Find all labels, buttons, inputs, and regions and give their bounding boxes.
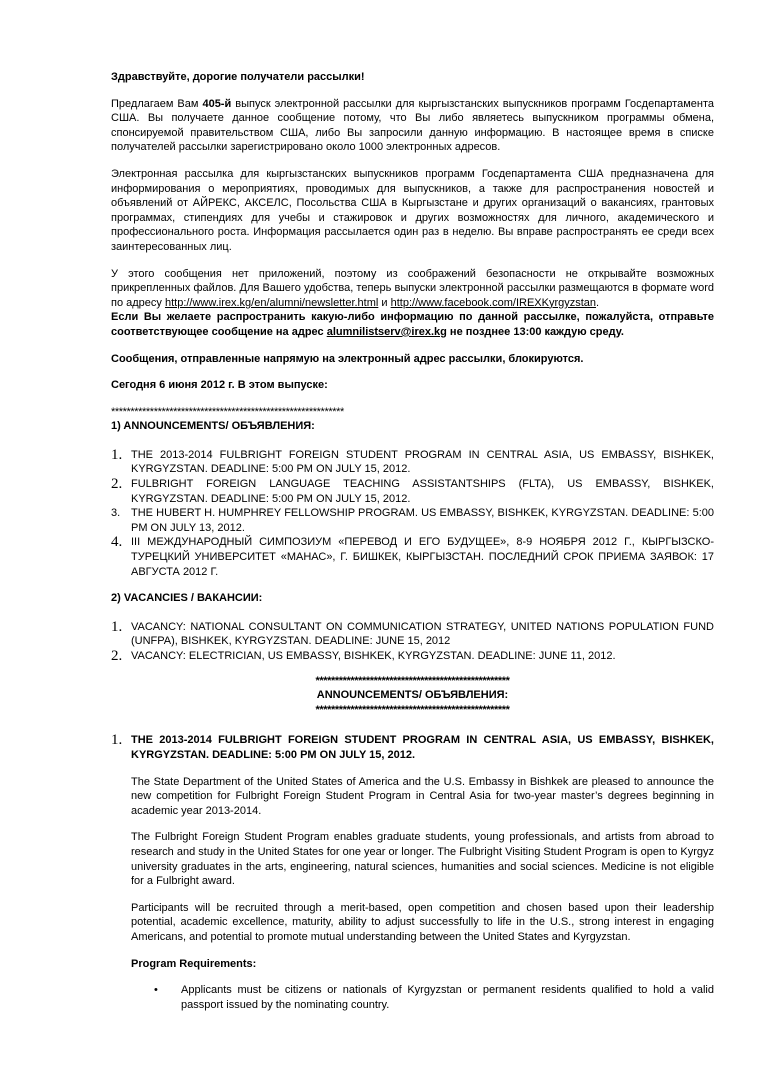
bullet-icon: •: [154, 984, 158, 997]
center-separator-bottom: **************************************************: [315, 703, 510, 716]
document-page: [111, 70, 714, 1012]
announcement-item[interactable]: [111, 448, 714, 477]
submit-info-text: Если Вы желаете распространить какую-либо информацию по данной рассылке, пожалуйста, отправьте соответствующее сообщение на адрес: [111, 311, 714, 338]
vacancy-item[interactable]: [111, 620, 714, 649]
newsletter-link[interactable]: http://www.irex.kg/en/alumni/newsletter.html: [164, 296, 379, 309]
intro-p3-text: У этого сообщения нет приложений, поэтому из соображений безопасности не открывайте возможных прикрепленных файлов. Для Вашего удобства, теперь выпуски электронной рассылки размещаются в формате word по адресу: [111, 267, 714, 309]
center-separator-top: **************************************************: [315, 674, 510, 687]
intro-p3-and: и: [378, 296, 391, 309]
announcement-item[interactable]: [111, 506, 714, 535]
item-number: 2.: [111, 648, 123, 664]
intro-paragraph-2: Электронная рассылка для кыргызстанских выпускников программ Госдепартамента США предназначена для информирования о мероприятиях, проводимых для выпускников, а также для распространения новостей и объявлений от АЙРЕКС, АКСЕЛС, Посольства США в Кыргызстане и других организаций о вакансиях, грантовых программах, стипендиях для учебы и стажировок и других возможностях для личного, академического и профессионального роста. Информация рассылается один раз в неделю. Вы вправе распространять ее среди всех заинтересованных лиц.: [111, 167, 714, 253]
intro-p1-rest: выпуск электронной рассылки для кыргызстанских выпускников программ Госдепартамента США. Вы получаете данное сообщение потому, что Вы либо являетесь выпускником программы обмена, спонсируемой правительством США, либо Вы запросили данную информацию. В настоящее время в списке получателей рассылки зарегистрировано около 1000 электронных адресов.: [111, 97, 714, 154]
item-number: 3.: [111, 507, 121, 520]
detail-item: [111, 733, 714, 971]
submit-deadline-text: не позднее 13:00 каждую среду.: [446, 325, 624, 338]
intro-paragraph-3: [111, 267, 714, 340]
requirements-title: Program Requirements:: [131, 957, 257, 970]
item-text: THE HUBERT H. HUMPHREY FELLOWSHIP PROGRAM. US EMBASSY, BISHKEK, KYRGYZSTAN. DEADLINE: 5:00 PM ON JULY 13, 2012.: [131, 507, 714, 534]
item-text: THE 2013-2014 FULBRIGHT FOREIGN STUDENT PROGRAM IN CENTRAL ASIA, US EMBASSY, BISHKEK, KYRGYZSTAN. DEADLINE: 5:00 PM ON JULY 15, 2012.: [131, 448, 714, 476]
item-text: VACANCY: NATIONAL CONSULTANT ON COMMUNICATION STRATEGY, UNITED NATIONS POPULATION FUND (UNFPA), BISHKEK, KYRGYZSTAN. DEADLINE: JUNE 15, 2012: [131, 620, 714, 648]
intro-p3-period: .: [596, 296, 600, 309]
requirement-text: Applicants must be citizens or nationals of Kyrgyzstan or permanent residents qualified to hold a valid passport issued by the nominating country.: [181, 984, 714, 1011]
detail-paragraph-1: The State Department of the United States of America and the U.S. Embassy in Bishkek are pleased to announce the new competition for Fulbright Foreign Student Program in Central Asia for two-year master’s degrees beginning in academic year 2013-2014.: [131, 775, 714, 817]
announcements-list: [111, 448, 714, 579]
facebook-link[interactable]: http://www.facebook.com/IREXKyrgyzstan: [390, 296, 597, 309]
greeting: Здравствуйте, дорогие получатели рассылки!: [111, 71, 365, 83]
item-number: 4.: [111, 534, 123, 551]
item-text: III МЕЖДУНАРОДНЫЙ СИМПОЗИУМ «ПЕРЕВОД И ЕГО БУДУЩЕЕ», 8-9 НОЯБРЯ 2012 Г., КЫРГЫЗСКО-ТУРЕЦКИЙ УНИВЕРСИТЕТ «МАНАС», Г. БИШКЕК, КЫРГЫЗСТАН. ПОСЛЕДНИЙ СРОК ПРИЕМА ЗАЯВОК: 17 АВГУСТА 2012 Г.: [131, 536, 714, 578]
item-number: 1.: [111, 732, 123, 749]
vacancies-list: [111, 620, 714, 664]
center-section-title: ANNOUNCEMENTS/ ОБЪЯВЛЕНИЯ:: [316, 689, 509, 702]
section-2-title: 2) VACANCIES / ВАКАНСИИ:: [111, 592, 263, 605]
separator-stars: ************************************************************: [111, 405, 344, 418]
detail-list: [111, 733, 714, 971]
section-1-title: 1) ANNOUNCEMENTS/ ОБЪЯВЛЕНИЯ:: [111, 420, 315, 433]
blocked-notice: Сообщения, отправленные напрямую на электронный адрес рассылки, блокируются.: [111, 352, 584, 365]
intro-paragraph-1: [111, 97, 714, 155]
issue-number: 405-й: [202, 97, 232, 110]
intro-p1-text: Предлагаем Вам: [111, 97, 203, 110]
issue-date: Сегодня 6 июня 2012 г. В этом выпуске:: [111, 379, 328, 392]
item-number: 2.: [111, 476, 123, 493]
item-text: VACANCY: ELECTRICIAN, US EMBASSY, BISHKEK, KYRGYZSTAN. DEADLINE: JUNE 11, 2012.: [131, 650, 616, 662]
detail-paragraph-3: Participants will be recruited through a merit-based, open competition and chosen based upon their leadership potential, academic excellence, maturity, ability to adjust successfully to life in the U.S., strong interest in engaging Americans, and potential to promote mutual understanding between the United States and Kyrgyzstan.: [131, 901, 714, 943]
item-number: 1.: [111, 446, 123, 463]
detail-title: THE 2013-2014 FULBRIGHT FOREIGN STUDENT PROGRAM IN CENTRAL ASIA, US EMBASSY, BISHKEK, KYRGYZSTAN. DEADLINE: 5:00 PM ON JULY 15, 2012.: [131, 734, 714, 761]
vacancy-item[interactable]: [111, 649, 714, 664]
item-number: 1.: [111, 618, 123, 635]
requirement-item: [111, 983, 714, 1012]
announcement-item[interactable]: [111, 477, 714, 506]
item-text: FULBRIGHT FOREIGN LANGUAGE TEACHING ASSISTANTSHIPS (FLTA), US EMBASSY, BISHKEK, KYRGYZSTAN. DEADLINE: 5:00 PM ON JULY 15, 2012.: [131, 478, 714, 505]
detail-paragraph-2: The Fulbright Foreign Student Program enables graduate students, young professionals, and artists from abroad to research and study in the United States for one year or longer. The Fulbright Visiting Student Program is open to Kyrgyz university graduates in the arts, engineering, natural sciences, humanities and social sciences. Medicine is not eligible for a Fulbright award.: [131, 831, 714, 888]
announcement-item[interactable]: [111, 535, 714, 579]
listserv-email-link[interactable]: alumnilistserv@irex.kg: [326, 325, 447, 338]
